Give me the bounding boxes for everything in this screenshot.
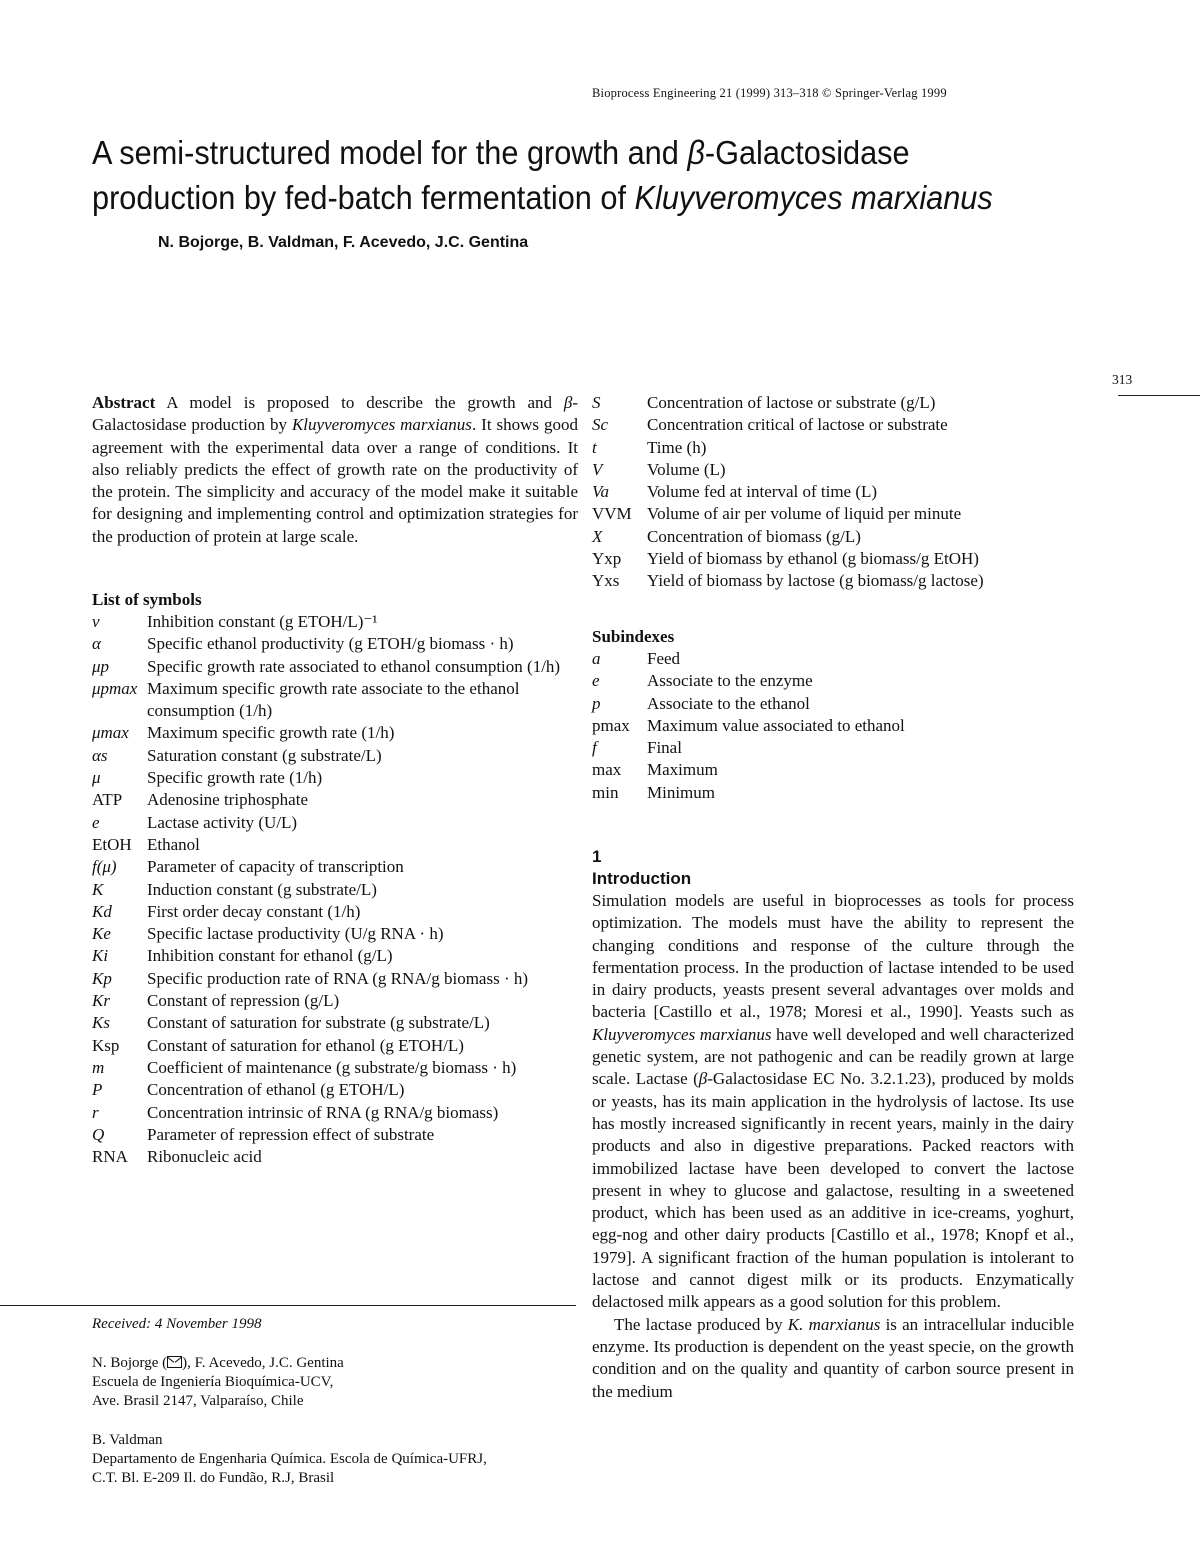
symbol-description: Associate to the enzyme	[647, 671, 813, 691]
symbol-description: Volume fed at interval of time (L)	[647, 482, 878, 502]
abstract-organism: Kluyveromyces marxianus	[291, 415, 472, 435]
symbol-row	[92, 990, 582, 1012]
symbol-row	[592, 648, 905, 670]
symbol-description: Ribonucleic acid	[147, 1147, 262, 1167]
symbol-row	[92, 1012, 582, 1034]
symbol-row	[92, 633, 582, 655]
symbol-description: Lactase activity (U/L)	[147, 812, 298, 832]
symbol: Kp	[92, 968, 112, 988]
symbol-description: Specific growth rate (1/h)	[147, 768, 323, 788]
section-title: Introduction	[592, 869, 692, 888]
symbol: VVM	[592, 504, 632, 524]
symbol-row	[92, 611, 582, 633]
symbol-row	[592, 526, 984, 548]
symbol-description: Maximum value associated to ethanol	[647, 715, 905, 735]
symbol-list-right	[592, 392, 1072, 593]
affiliation-1-line3: Ave. Brasil 2147, Valparaíso, Chile	[92, 1393, 304, 1409]
title-organism: Kluyveromyces marxianus	[634, 179, 993, 216]
intro2-organism: K. marxianus	[787, 1314, 881, 1334]
symbol: ATP	[92, 790, 123, 810]
affiliation-1-line2: Escuela de Ingeniería Bioquímica-UCV,	[92, 1374, 334, 1390]
intro-beta: β	[698, 1069, 708, 1089]
symbol-description: Volume of air per volume of liquid per minute	[647, 504, 962, 524]
abstract-text-b: -Galactosidase production by	[92, 393, 578, 435]
symbol-row	[592, 503, 984, 525]
symbol-description: Minimum	[647, 782, 716, 802]
symbol-description: Adenosine triphosphate	[147, 790, 308, 810]
symbol-row	[92, 856, 582, 878]
symbol-row	[92, 834, 582, 856]
abstract-text: A model is proposed to describe the growth and	[155, 393, 564, 412]
symbol-row	[92, 1057, 582, 1079]
symbol: m	[92, 1057, 105, 1077]
symbol-description: Maximum specific growth rate associate to the ethanol consumption (1/h)	[147, 678, 520, 721]
symbol-table-right	[592, 392, 984, 593]
introduction-section	[592, 846, 1074, 1403]
symbol: αs	[92, 745, 108, 765]
symbol-description: Concentration of biomass (g/L)	[647, 526, 861, 546]
symbol-description: Constant of saturation for ethanol (g ETOH/L)	[147, 1035, 464, 1055]
symbol: Yxs	[592, 571, 620, 591]
symbol-description: Maximum	[647, 760, 718, 780]
symbol-description: Saturation constant (g substrate/L)	[147, 745, 382, 765]
symbol-description: Associate to the ethanol	[647, 693, 810, 713]
symbol-row	[92, 945, 582, 967]
symbol: f	[592, 738, 597, 758]
symbol-row	[92, 789, 582, 811]
symbol-description: Specific ethanol productivity (g ETOH/g biomass · h)	[147, 634, 514, 654]
paper-title	[92, 130, 1031, 220]
symbol-row	[592, 782, 905, 804]
symbol: Kr	[92, 991, 110, 1011]
title-beta: β	[687, 134, 705, 171]
symbol: α	[92, 634, 101, 654]
symbol-row	[592, 759, 905, 781]
symbol: Sc	[592, 415, 609, 435]
symbol-row	[592, 737, 905, 759]
symbol-description: First order decay constant (1/h)	[147, 901, 361, 921]
symbol-row	[592, 437, 984, 459]
symbol: μpmax	[92, 678, 138, 698]
intro-organism: Kluyveromyces marxianus	[592, 1024, 772, 1044]
symbol-table-left	[92, 611, 582, 1168]
symbol: Ks	[92, 1013, 110, 1033]
symbol-row	[92, 923, 582, 945]
received-date: Received: 4 November 1998	[92, 1316, 262, 1332]
footnote-divider	[0, 1305, 576, 1306]
symbol-row	[92, 722, 582, 744]
symbol-description: Concentration critical of lactose or substrate	[647, 415, 948, 435]
symbol: Ki	[92, 946, 109, 966]
symbol: μ	[92, 768, 101, 788]
symbol: a	[592, 649, 601, 668]
symbol-description: Constant of repression (g/L)	[147, 991, 340, 1011]
symbol: Q	[92, 1124, 105, 1144]
symbol-row	[92, 901, 582, 923]
symbol-row	[592, 459, 984, 481]
symbol: ν	[92, 612, 100, 631]
abstract-label: Abstract	[92, 393, 156, 412]
page-number-rule	[1118, 395, 1200, 396]
symbol: V	[592, 459, 603, 479]
affiliation-2-line3: C.T. Bl. E-209 Il. do Fundão, R.J, Brasil	[92, 1470, 335, 1486]
symbol-description: Volume (L)	[647, 459, 726, 479]
symbol-row	[92, 1102, 582, 1124]
symbol: S	[592, 393, 601, 412]
symbol-row	[592, 414, 984, 436]
intro-paragraph-1	[592, 890, 1074, 1314]
symbol-description: Ethanol	[147, 834, 200, 854]
title-text: A semi-structured model for the growth and	[92, 134, 688, 171]
symbol-row	[92, 656, 582, 678]
intro2-text-b: is an intracellular inducible enzyme. Its production is dependent on the yeast specie, on the growth condition and on the quality and quantity of carbon source present in the medium	[592, 1314, 1074, 1401]
symbol: t	[592, 437, 597, 457]
symbol: X	[592, 526, 603, 546]
symbol: pmax	[592, 715, 630, 735]
symbol-row	[92, 1124, 582, 1146]
symbol-row	[92, 812, 582, 834]
abstract-text-c: . It shows good agreement with the experimental data over a range of conditions. It also reliably predicts the effect of growth rate on the productivity of the protein. The simplicity and accuracy of the model make it suitable for designing and implementing control and optimization strategies for the production of protein at large scale.	[92, 415, 578, 546]
affiliation-1-names	[92, 1354, 582, 1373]
symbol-description: Constant of saturation for substrate (g substrate/L)	[147, 1013, 490, 1033]
symbol: EtOH	[92, 834, 132, 854]
affiliation-name-b: ), F. Acevedo, J.C. Gentina	[182, 1355, 344, 1371]
abstract	[92, 392, 578, 548]
symbol-row	[592, 693, 905, 715]
symbol-description: Concentration of lactose or substrate (g/L)	[647, 393, 936, 412]
symbol-list-left	[92, 589, 582, 1168]
symbol: K	[92, 879, 104, 899]
symbol-description: Time (h)	[647, 437, 707, 457]
symbol-row	[592, 548, 984, 570]
author-list: N. Bojorge, B. Valdman, F. Acevedo, J.C. Gentina	[158, 234, 529, 251]
intro-text-c: -Galactosidase EC No. 3.2.1.23), produced by molds or yeasts, has its main application in the hydrolysis of lactose. Its use has mostly increased significantly in recent years, mainly in the dairy products and also in digestive preparations. Packed reactors with immobilized lactase have been developed to convert the lactose present in whey to glucose and galactose, resulting in a sweetened product, which has been used as an additive in ice-creams, yoghurt, egg-nog and other dairy products [Castillo et al., 1978; Knopf et al., 1979]. A significant fraction of the human population is intolerant to lactose and cannot digest milk or its products. Enzymatically delactosed milk appears as a good solution for this problem.	[592, 1069, 1074, 1312]
symbol-description: Yield of biomass by ethanol (g biomass/g EtOH)	[647, 549, 979, 569]
symbol-row	[92, 745, 582, 767]
symbol-description: Parameter of capacity of transcription	[147, 857, 404, 877]
symbol-description: Parameter of repression effect of substrate	[147, 1124, 435, 1144]
envelope-icon	[167, 1356, 182, 1368]
symbol-row	[92, 678, 582, 723]
symbol-row	[92, 767, 582, 789]
affiliation-2	[92, 1431, 582, 1488]
symbol: Ke	[92, 924, 111, 944]
symbol-row	[592, 570, 984, 592]
affiliation-name-a: N. Bojorge (	[92, 1355, 168, 1371]
affiliation-2-name: B. Valdman	[92, 1432, 163, 1448]
symbol: μmax	[92, 723, 129, 743]
symbol-row	[92, 1146, 582, 1168]
symbol-description: Inhibition constant (g ETOH/L)⁻¹	[147, 612, 378, 631]
symbol-row	[592, 715, 905, 737]
symbol-description: Specific production rate of RNA (g RNA/g biomass · h)	[147, 968, 529, 988]
symbol-description: Concentration of ethanol (g ETOH/L)	[147, 1080, 405, 1100]
subindex-list	[592, 626, 1072, 804]
symbol-row	[592, 481, 984, 503]
symbol-description: Yield of biomass by lactose (g biomass/g lactose)	[647, 571, 984, 591]
intro-text: Simulation models are useful in bioprocesses as tools for process optimization. The models must have the ability to represent the changing conditions and response of the culture through the fermentation process. In the production of lactase intended to be used in dairy products, yeasts present several advantages over molds and bacteria [Castillo et al., 1978; Moresi et al., 1990]. Yeasts such as	[592, 891, 1074, 1022]
symbol-description: Induction constant (g substrate/L)	[147, 879, 377, 899]
subindexes-heading: Subindexes	[592, 627, 675, 646]
intro-text-b: have well developed and well characterized genetic system, are not pathogenic and can be readily grown at large scale. Lactase (	[592, 1024, 1074, 1089]
symbol-row	[92, 1035, 582, 1057]
intro-paragraph-2	[592, 1314, 1074, 1403]
title-text-2: -Galactosidase production by fed-batch fermentation of	[92, 134, 910, 216]
journal-citation: Bioprocess Engineering 21 (1999) 313–318 © Springer-Verlag 1999	[592, 86, 947, 100]
page-number: 313	[1112, 372, 1133, 387]
symbol: Yxp	[592, 549, 622, 569]
symbol-description: Inhibition constant for ethanol (g/L)	[147, 946, 393, 966]
symbol-description: Concentration intrinsic of RNA (g RNA/g biomass)	[147, 1102, 499, 1122]
intro2-text: The lactase produced by	[614, 1314, 788, 1334]
symbol: min	[592, 782, 619, 802]
section-number: 1	[592, 847, 602, 866]
symbol: max	[592, 760, 622, 780]
symbol-row	[92, 968, 582, 990]
symbols-heading: List of symbols	[92, 590, 202, 609]
affiliation-1	[92, 1354, 582, 1411]
symbol-row	[92, 1079, 582, 1101]
symbol-description: Maximum specific growth rate (1/h)	[147, 723, 395, 743]
symbol: Va	[592, 482, 609, 502]
affiliation-2-line2: Departamento de Engenharia Química. Escola de Química-UFRJ,	[92, 1451, 487, 1467]
symbol-row	[592, 392, 984, 414]
symbol: RNA	[92, 1147, 128, 1167]
symbol-description: Specific growth rate associated to ethanol consumption (1/h)	[147, 656, 561, 676]
subindex-table	[592, 648, 905, 804]
symbol-description: Coefficient of maintenance (g substrate/g biomass · h)	[147, 1057, 517, 1077]
symbol: μp	[92, 656, 110, 676]
symbol: P	[92, 1080, 103, 1100]
abstract-beta: β	[563, 393, 573, 412]
symbol-description: Feed	[647, 649, 681, 668]
symbol-description: Final	[647, 738, 682, 758]
symbol: Ksp	[92, 1035, 120, 1055]
symbol: Kd	[92, 901, 112, 921]
symbol: p	[592, 693, 601, 713]
symbol: r	[92, 1102, 99, 1122]
symbol: e	[92, 812, 100, 832]
symbol-row	[592, 670, 905, 692]
symbol-row	[92, 879, 582, 901]
symbol: f(μ)	[92, 857, 117, 877]
symbol-description: Specific lactase productivity (U/g RNA · h)	[147, 924, 444, 944]
symbol: e	[592, 671, 600, 691]
